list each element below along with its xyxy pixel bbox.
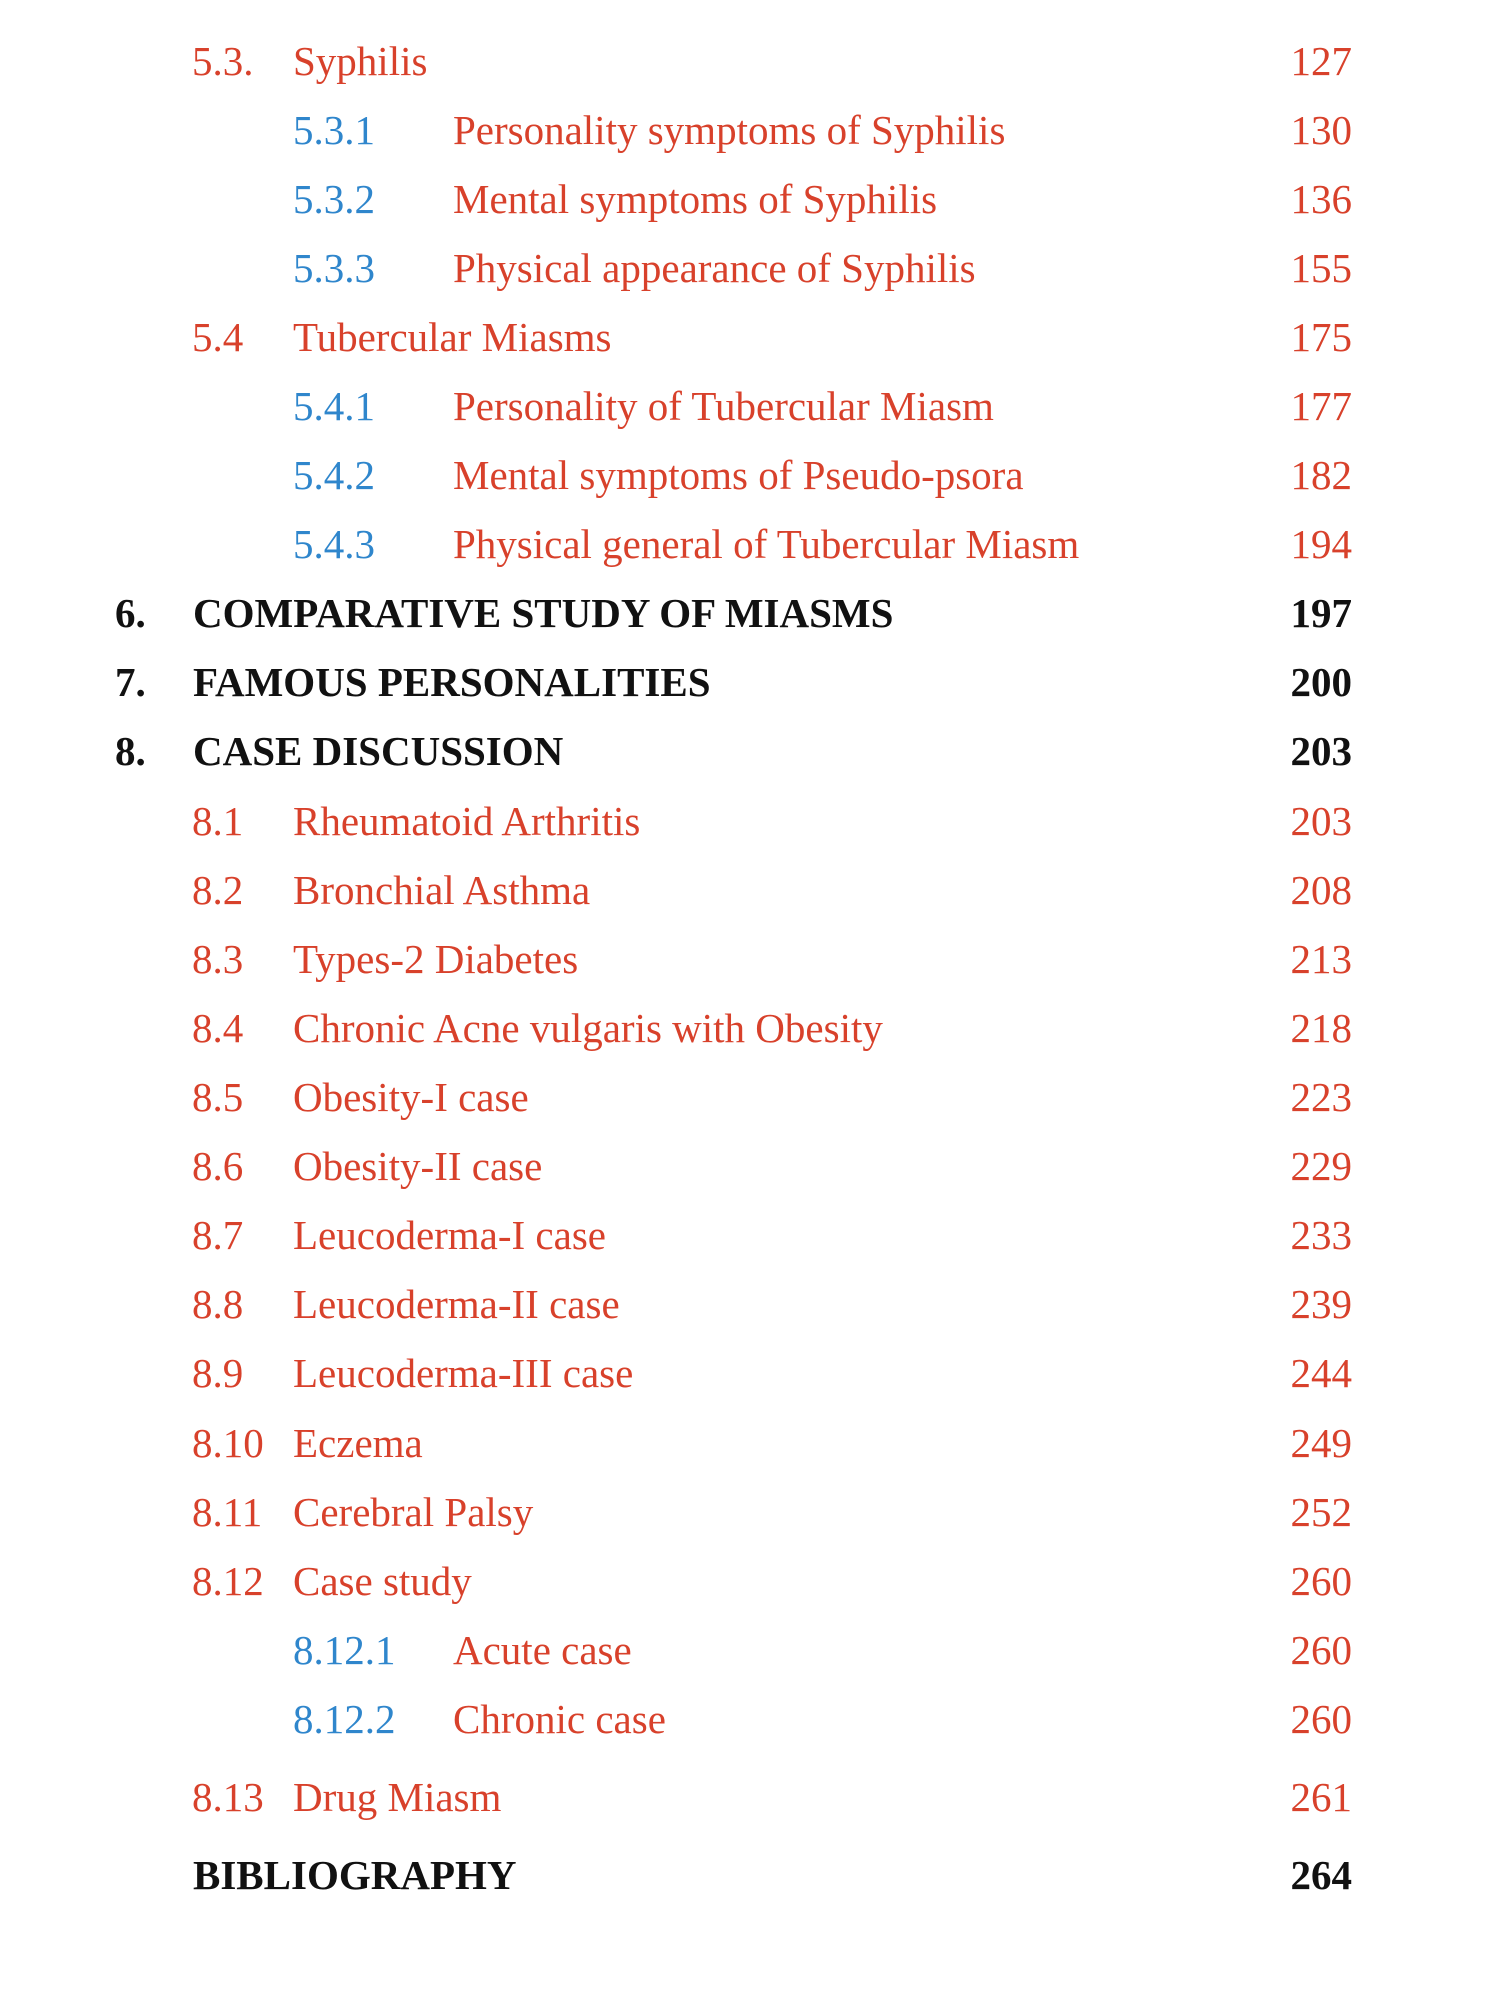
- entry-number: 8.13: [192, 1774, 264, 1820]
- entry-page-number: 261: [1290, 1774, 1352, 1820]
- entry-number: 5.4.3: [293, 521, 375, 567]
- entry-number: 8.9: [192, 1350, 244, 1396]
- entry-title: Obesity-I case: [293, 1074, 529, 1120]
- entry-title: Chronic Acne vulgaris with Obesity: [293, 1005, 883, 1051]
- toc-entry-8-12-1: [0, 1620, 1500, 1680]
- chapter-page-number: 200: [1290, 659, 1352, 705]
- entry-page-number: 130: [1290, 107, 1352, 153]
- entry-title: Rheumatoid Arthritis: [293, 798, 641, 844]
- toc-entry-5-4-1: [0, 376, 1500, 436]
- entry-number: 5.4.2: [293, 452, 375, 498]
- bibliography-page-number: 264: [1290, 1852, 1352, 1898]
- toc-entry-5-4-3: [0, 514, 1500, 574]
- entry-number: 8.12.2: [293, 1696, 396, 1742]
- entry-page-number: 213: [1290, 936, 1352, 982]
- chapter-title: COMPARATIVE STUDY OF MIASMS: [193, 590, 894, 636]
- toc-entry-5-3-1: [0, 100, 1500, 160]
- toc-entry-5-3-2: [0, 169, 1500, 229]
- toc-entry-5-3-3: [0, 238, 1500, 298]
- toc-entry-8-4: [0, 998, 1500, 1058]
- toc-entry-8-11: [0, 1482, 1500, 1542]
- entry-number: 8.7: [192, 1212, 244, 1258]
- entry-number: 5.3.3: [293, 245, 375, 291]
- entry-number: 8.4: [192, 1005, 244, 1051]
- entry-number: 5.3.2: [293, 176, 375, 222]
- entry-title: Types-2 Diabetes: [293, 936, 579, 982]
- entry-title: Tubercular Miasms: [293, 314, 612, 360]
- entry-number: 8.3: [192, 936, 244, 982]
- toc-entry-8-13: [0, 1767, 1500, 1827]
- entry-title: Chronic case: [453, 1696, 666, 1742]
- entry-page-number: 136: [1290, 176, 1352, 222]
- toc-entry-8-12-2: [0, 1689, 1500, 1749]
- toc-entry-8-2: [0, 860, 1500, 920]
- entry-number: 5.4.1: [293, 383, 375, 429]
- entry-title: Bronchial Asthma: [293, 867, 591, 913]
- entry-page-number: 218: [1290, 1005, 1352, 1051]
- chapter-number: 7.: [115, 659, 146, 705]
- chapter-title: CASE DISCUSSION: [193, 728, 564, 774]
- toc-chapter-8: [0, 721, 1500, 781]
- toc-entry-8-10: [0, 1413, 1500, 1473]
- entry-number: 8.12: [192, 1558, 264, 1604]
- entry-number: 8.8: [192, 1281, 244, 1327]
- entry-title: Mental symptoms of Pseudo-psora: [453, 452, 1024, 498]
- entry-number: 8.6: [192, 1143, 244, 1189]
- bibliography-title: BIBLIOGRAPHY: [193, 1852, 517, 1898]
- toc-entry-5-4: [0, 307, 1500, 367]
- toc-entry-8-1: [0, 791, 1500, 851]
- entry-page-number: 233: [1290, 1212, 1352, 1258]
- chapter-page-number: 203: [1290, 728, 1352, 774]
- toc-entry-8-12: [0, 1551, 1500, 1611]
- entry-number: 8.10: [192, 1420, 264, 1466]
- toc-entry-5-4-2: [0, 445, 1500, 505]
- entry-page-number: 244: [1290, 1350, 1352, 1396]
- entry-page-number: 208: [1290, 867, 1352, 913]
- entry-number: 5.4: [192, 314, 244, 360]
- entry-page-number: 177: [1290, 383, 1352, 429]
- entry-page-number: 223: [1290, 1074, 1352, 1120]
- toc-entry-8-7: [0, 1205, 1500, 1265]
- entry-title: Leucoderma-III case: [293, 1350, 634, 1396]
- entry-page-number: 252: [1290, 1489, 1352, 1535]
- entry-page-number: 249: [1290, 1420, 1352, 1466]
- entry-page-number: 229: [1290, 1143, 1352, 1189]
- entry-page-number: 182: [1290, 452, 1352, 498]
- entry-title: Physical general of Tubercular Miasm: [453, 521, 1080, 567]
- entry-title: Cerebral Palsy: [293, 1489, 534, 1535]
- chapter-title: FAMOUS PERSONALITIES: [193, 659, 711, 705]
- toc-entry-5-3: [0, 31, 1500, 91]
- entry-page-number: 239: [1290, 1281, 1352, 1327]
- toc-entry-8-5: [0, 1067, 1500, 1127]
- entry-number: 5.3.1: [293, 107, 375, 153]
- entry-number: 5.3.: [192, 38, 254, 84]
- entry-page-number: 194: [1290, 521, 1352, 567]
- entry-page-number: 175: [1290, 314, 1352, 360]
- toc-entry-8-8: [0, 1274, 1500, 1334]
- entry-title: Obesity-II case: [293, 1143, 543, 1189]
- chapter-page-number: 197: [1290, 590, 1352, 636]
- entry-title: Mental symptoms of Syphilis: [453, 176, 938, 222]
- entry-number: 8.1: [192, 798, 244, 844]
- entry-number: 8.12.1: [293, 1627, 396, 1673]
- toc-entry-8-3: [0, 929, 1500, 989]
- toc-entry-8-6: [0, 1136, 1500, 1196]
- toc-chapter-6: [0, 583, 1500, 643]
- entry-page-number: 127: [1290, 38, 1352, 84]
- entry-number: 8.11: [192, 1489, 263, 1535]
- toc-bibliography: [0, 1845, 1500, 1905]
- chapter-number: 6.: [115, 590, 146, 636]
- entry-title: Personality of Tubercular Miasm: [453, 383, 994, 429]
- entry-number: 8.2: [192, 867, 244, 913]
- entry-number: 8.5: [192, 1074, 244, 1120]
- entry-page-number: 203: [1290, 798, 1352, 844]
- entry-title: Acute case: [453, 1627, 632, 1673]
- toc-entry-8-9: [0, 1343, 1500, 1403]
- entry-title: Drug Miasm: [293, 1774, 502, 1820]
- chapter-number: 8.: [115, 728, 146, 774]
- entry-page-number: 155: [1290, 245, 1352, 291]
- entry-title: Eczema: [293, 1420, 423, 1466]
- entry-title: Leucoderma-II case: [293, 1281, 620, 1327]
- entry-title: Case study: [293, 1558, 472, 1604]
- entry-page-number: 260: [1290, 1627, 1352, 1673]
- entry-title: Personality symptoms of Syphilis: [453, 107, 1006, 153]
- entry-title: Syphilis: [293, 38, 428, 84]
- entry-title: Leucoderma-I case: [293, 1212, 606, 1258]
- entry-page-number: 260: [1290, 1696, 1352, 1742]
- toc-chapter-7: [0, 652, 1500, 712]
- entry-title: Physical appearance of Syphilis: [453, 245, 976, 291]
- entry-page-number: 260: [1290, 1558, 1352, 1604]
